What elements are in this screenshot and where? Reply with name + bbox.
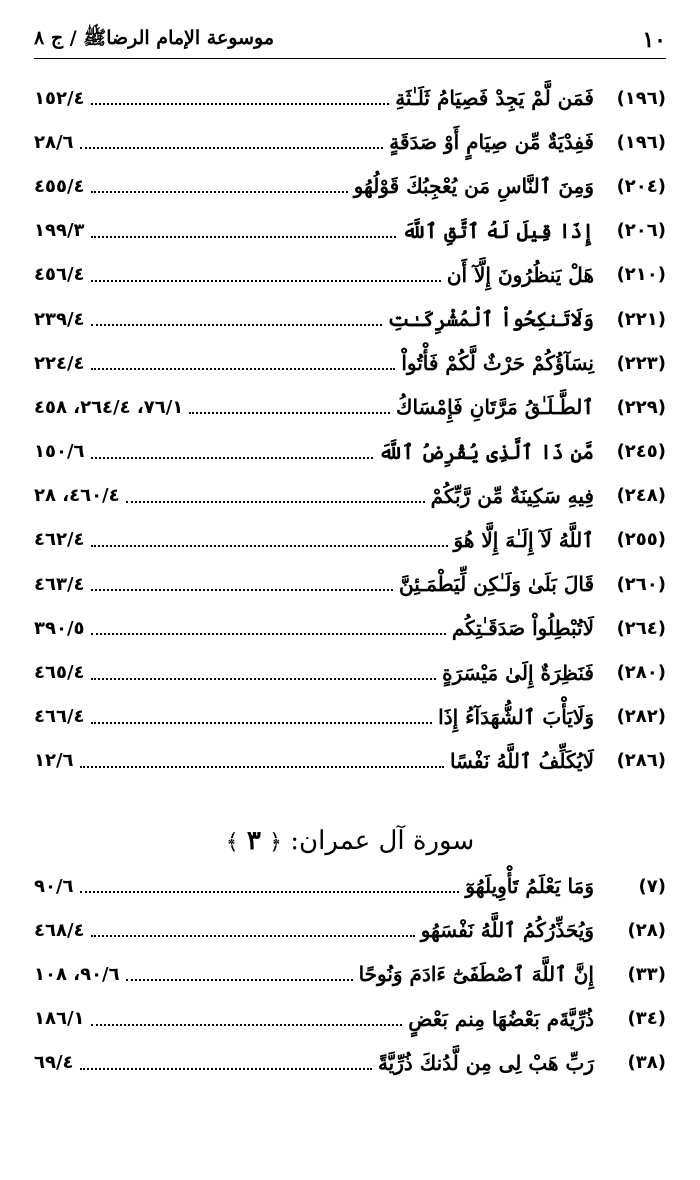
dot-leader [91, 103, 390, 105]
page-number: ١٠ [642, 27, 666, 53]
page-reference: ٩٠/٦، ١٠٨ [34, 963, 120, 985]
dot-leader [126, 501, 425, 503]
dot-leader [80, 766, 444, 768]
verse-text: رَبِّ هَبْ لِى مِن لَّدُنكَ ذُرِّيَّةً [377, 1050, 594, 1075]
verse-text: لَايُكَلِّفُ ٱللَّهُ نَفْسًا [449, 748, 594, 773]
verse-text: فَمَن لَّمْ يَجِدْ فَصِيَامُ ثَلَـٰثَةِ [395, 86, 594, 111]
running-title: موسوعة الإمام الرضاﷺ / ج ٨ [34, 27, 275, 49]
page-reference: ١٩٩/٣ [34, 220, 85, 242]
index-row [34, 164, 666, 208]
verse-text: إِنَّ ٱللَّهَ ٱصْطَفَىٰٓ ءَادَمَ وَنُوحًا [358, 962, 594, 987]
verse-number: (٢٨٦) [616, 750, 666, 772]
index-row [34, 695, 666, 739]
verse-text: فِيهِ سَكِينَةٌ مِّن رَّبِّكُمْ [430, 483, 594, 508]
verse-number: (٢٢٩) [616, 396, 666, 418]
page-reference: ٢٨/٦ [34, 131, 74, 153]
index-row [34, 864, 666, 908]
verse-text: وَمَا يَعْلَمُ تَأْوِيلَهُوٓ [465, 874, 594, 899]
verse-number: (٣٤) [627, 1008, 666, 1030]
verse-text: نِسَآؤُكُمْ حَرْثٌ لَّكُمْ فَأْتُواْ [401, 351, 594, 376]
index-row [34, 209, 666, 253]
index-row [34, 297, 666, 341]
verse-number: (١٩٦) [616, 87, 666, 109]
index-group-baqara [34, 76, 666, 783]
ornate-bracket-close: ﴾ [225, 830, 239, 855]
dot-leader [91, 457, 373, 459]
page-header [34, 22, 666, 59]
ornate-bracket-open: ﴿ [269, 830, 282, 855]
dot-leader [91, 191, 348, 193]
index-row [34, 739, 666, 783]
dot-leader [189, 412, 390, 414]
page-reference: ٤٦٢/٤ [34, 529, 85, 551]
dot-leader [91, 324, 382, 326]
verse-text: هَلْ يَنظُرُونَ إِلَّآ أَن [446, 262, 594, 287]
verse-number: (٢٨٢) [616, 706, 666, 728]
verse-number: (٢٥٥) [616, 529, 666, 551]
index-row [34, 474, 666, 518]
verse-text: وَلَايَأْبَ ٱلشُّهَدَآءُ إِذَا [438, 704, 594, 729]
index-row [34, 76, 666, 120]
page-reference: ٤٥٥/٤ [34, 175, 85, 197]
verse-text: إِذَا قِيلَ لَهُ ٱتَّقِ ٱللَّهَ [402, 218, 594, 243]
verse-text: وَيُحَذِّرُكُمُ ٱللَّهُ نَفْسَهُو [420, 918, 594, 943]
verse-text: ٱللَّهُ لَآ إِلَـٰهَ إِلَّا هُوَ [453, 527, 594, 552]
verse-number: (٢٢٣) [616, 352, 666, 374]
verse-text: وَمِنَ ٱلنَّاسِ مَن يُعْجِبُكَ قَوْلُهُو [353, 174, 594, 199]
index-row [34, 253, 666, 297]
dot-leader [91, 678, 437, 680]
verse-number: (٧) [638, 875, 666, 897]
surah-number: ٣ [246, 826, 261, 856]
page-reference: ٦٩/٤ [34, 1052, 74, 1074]
dot-leader [91, 1024, 403, 1026]
index-row [34, 341, 666, 385]
page-reference: ٤٦٨/٤ [34, 919, 85, 941]
verse-number: (٢٤٥) [616, 441, 666, 463]
verse-number: (٢٨٠) [616, 662, 666, 684]
page-reference: ٢٣٩/٤ [34, 308, 85, 330]
page-reference: ٢٢٤/٤ [34, 352, 85, 374]
page-reference: ٧٦/١، ٢٦٤/٤، ٤٥٨ [34, 396, 184, 418]
index-group-al-imran [34, 864, 666, 1085]
verse-text: ذُرِّيَّةَم بَعْضُهَا مِنم بَعْضٍ [408, 1006, 594, 1031]
page-reference: ٤٦٥/٤ [34, 662, 85, 684]
index-row [34, 650, 666, 694]
dot-leader [126, 979, 353, 981]
page-reference: ١٥٢/٤ [34, 87, 85, 109]
verse-text: قَالَ بَلَىٰ وَلَـٰكِن لِّيَطْمَـئِنَّ [398, 572, 594, 597]
verse-text: ٱلطَّـلَـٰقُ مَرَّتَانِ فَإِمْسَاكُ [395, 395, 594, 420]
verse-number: (٣٣) [627, 963, 666, 985]
index-row [34, 518, 666, 562]
dot-leader [91, 368, 396, 370]
index-row [34, 997, 666, 1041]
index-row [34, 430, 666, 474]
verse-text: فَفِدْيَةٌ مِّن صِيَامٍ أَوْ صَدَقَةٍ [389, 130, 594, 155]
verse-number: (١٩٦) [616, 131, 666, 153]
page-reference: ٣٩٠/٥ [34, 617, 85, 639]
verse-number: (٢٢١) [616, 308, 666, 330]
index-row [34, 908, 666, 952]
dot-leader [80, 891, 460, 893]
page-reference: ٤٦٦/٤ [34, 706, 85, 728]
verse-number: (٢٠٦) [616, 220, 666, 242]
index-row [34, 562, 666, 606]
surah-title: سورة آل عمران: [290, 826, 475, 856]
dot-leader [91, 633, 446, 635]
dot-leader [91, 280, 441, 282]
verse-text: لَاتُبْطِلُواْ صَدَقَـٰتِكُم [451, 616, 594, 641]
page-reference: ١٢/٦ [34, 750, 74, 772]
dot-leader [91, 589, 393, 591]
dot-leader [91, 935, 415, 937]
index-row [34, 952, 666, 996]
verse-text: فَنَظِرَةٌ إِلَىٰ مَيْسَرَةٍ [442, 660, 594, 685]
dot-leader [91, 236, 397, 238]
index-row [34, 120, 666, 164]
dot-leader [80, 1068, 372, 1070]
page-reference: ١٥٠/٦ [34, 441, 85, 463]
page-reference: ٤٥٦/٤ [34, 264, 85, 286]
verse-number: (٢٤٨) [616, 485, 666, 507]
verse-text: مَّن ذَا ٱلَّذِى يُقْرِضُ ٱللَّهَ [378, 439, 594, 464]
page-reference: ٩٠/٦ [34, 875, 74, 897]
verse-number: (٣٨) [627, 1052, 666, 1074]
index-row [34, 606, 666, 650]
verse-number: (٢٠٤) [616, 175, 666, 197]
index-row [34, 385, 666, 429]
page-reference: ٤٦٠/٤، ٢٨ [34, 485, 120, 507]
verse-number: (٢١٠) [616, 264, 666, 286]
dot-leader [80, 147, 384, 149]
dot-leader [91, 545, 448, 547]
verse-number: (٢٦٠) [616, 573, 666, 595]
page-reference: ٤٦٣/٤ [34, 573, 85, 595]
verse-number: (٢٨) [627, 919, 666, 941]
verse-number: (٢٦٤) [616, 617, 666, 639]
surah-heading [34, 826, 666, 856]
dot-leader [91, 722, 433, 724]
verse-text: وَلَاتَنكِحُواْ ٱلْمُشْرِكَـٰتِ [387, 307, 594, 332]
page-reference: ١٨٦/١ [34, 1008, 85, 1030]
index-row [34, 1041, 666, 1085]
